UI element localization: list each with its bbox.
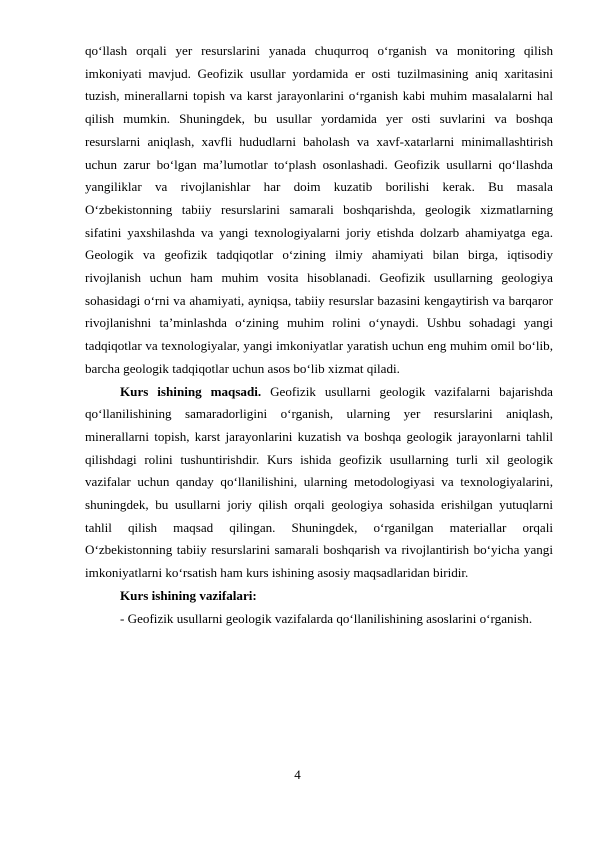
body-paragraph-goal xyxy=(85,381,553,585)
paragraph-text: qo‘llash orqali yer resurslarini yanada chuqurroq o‘rganish va monitoring qilish imkoniyati mavjud. Geofizik usullar yordamida er osti tuzilmasining aniq xaritasini tuzish, minerallarni topish va karst jarayonlarini o‘rganish kabi muhim masalalarni hal qilish mumkin. Shuningdek, bu usullar yordamida yer osti suvlarini va boshqa resurslarni aniqlash, xavfli hududlarni baholash va xavf-xatarlarni minimallashtirish uchun zarur bo‘lgan ma’lumotlar to‘plash osonlashadi. Geofizik usullarni qo‘llashda yangiliklar va rivojlanishlar har doim kuzatib borilishi kerak. Bu masala O‘zbekistonning tabiiy resurslarini samarali boshqarishda, geologik xizmatlarning sifatini yaxshilashda va yangi texnologiyalarni joriy etishda dolzarb ahamiyatga ega. Geologik va geofizik tadqiqotlar o‘zining ilmiy ahamiyati bilan birga, iqtisodiy rivojlanish uchun ham muhim vosita hisoblanadi. Geofizik usullarning geologiya sohasidagi o‘rni va ahamiyati, ayniqsa, tabiiy resurslar bazasini kengaytirish va barqaror rivojlanishni ta’minlashda o‘zining muhim rolini o‘ynaydi. Ushbu sohadagi yangi tadqiqotlar va texnologiyalar, yangi imkoniyatlar yaratish uchun eng muhim omil bo‘lib, barcha geologik tadqiqotlar uchun asos bo‘lib xizmat qiladi. xyxy=(85,43,553,376)
paragraph-lead: Kurs ishining maqsadi. xyxy=(120,383,262,399)
task-item xyxy=(85,608,553,631)
document-page xyxy=(85,40,553,630)
task-item-text: - Geofizik usullarni geologik vazifalarda qo‘llanilishining asoslarini o‘rganish. xyxy=(120,610,533,626)
paragraph-text: Geofizik usullarni geologik vazifalarni bajarishda qo‘llanilishining samaradorligini o‘rganish, ularning yer resurslarini aniqlash, minerallarni topish, karst jarayonlarini kuzatish va boshqa geologik jarayonlarni tahlil qilishdagi rolini tushuntirishdir. Kurs ishida geofizik usullarning turli xil geologik vazifalar uchun qanday qo‘llanilishini, ularning metodologiyasi va texnologiyalarini, shuningdek, bu usullarni joriy qilish orqali geologiya sohasida erishilgan yutuqlarni tahlil qilish maqsad qilingan. Shuningdek, o‘rganilgan materiallar orqali O‘zbekistonning tabiiy resurslarini samarali boshqarish va rivojlantirish bo‘yicha yangi imkoniyatlarni ko‘rsatish ham kurs ishining asosiy maqsadlaridan biridir. xyxy=(85,383,553,581)
tasks-heading: Kurs ishining vazifalari: xyxy=(120,587,257,603)
page-number: 4 xyxy=(294,767,301,782)
body-paragraph-intro xyxy=(85,40,553,381)
